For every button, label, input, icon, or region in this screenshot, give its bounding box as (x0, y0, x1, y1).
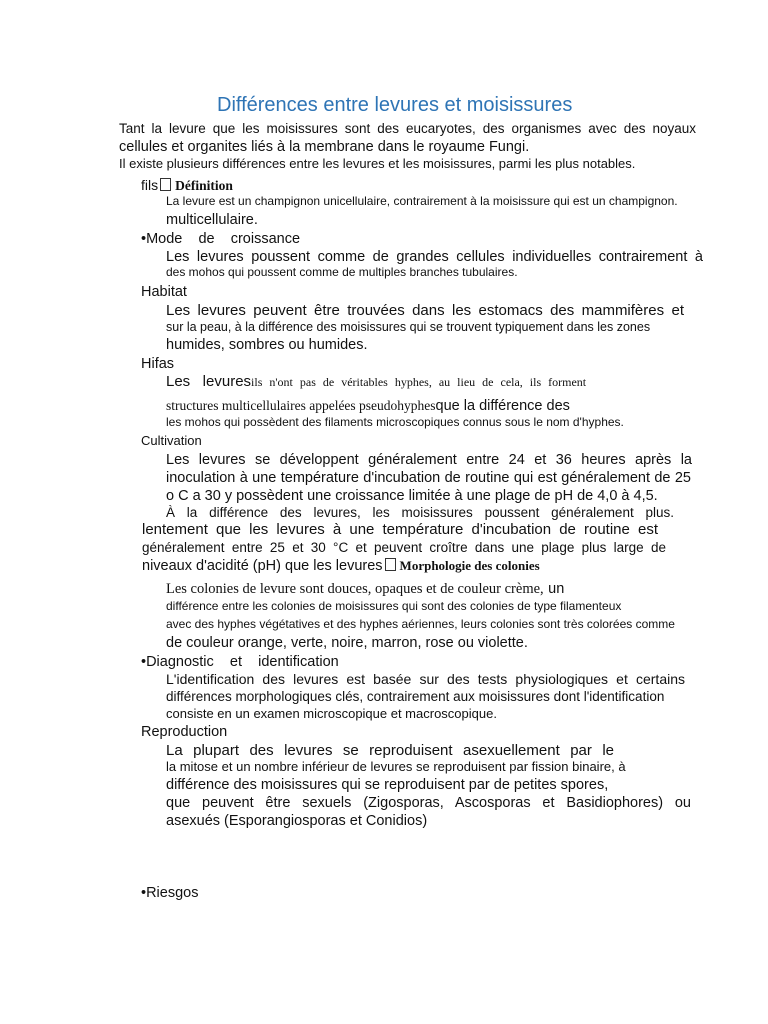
morphologie-line-2: différence entre les colonies de moisissures qui sont des colonies de type filamenteux (166, 599, 622, 613)
diagnostic-heading: •Diagnostic et identification (141, 654, 339, 670)
reproduction-line-1: La plupart des levures se reproduisent asexuellement par le (166, 742, 614, 759)
reproduction-line-5: asexués (Esporangiosporas et Conidios) (166, 813, 428, 829)
cultivation-line-6: généralement entre 25 et 30 °C et peuvent croître dans une plage plus large de (142, 540, 666, 555)
riesgos-heading: •Riesgos (141, 885, 199, 901)
croissance-heading: •Mode de croissance (141, 231, 301, 247)
cultivation-line-2: inoculation à une température d'incubation de routine qui est généralement de 25 (166, 470, 691, 486)
definition-line-1: La levure est un champignon unicellulaire, contrairement à la moisissure qui est un champignon. (166, 194, 678, 208)
intro-line-3: Il existe plusieurs différences entre les levures et les moisissures, parmi les plus notables. (119, 156, 636, 171)
diagnostic-line-1: L'identification des levures est basée sur des tests physiologiques et certains (166, 671, 685, 687)
habitat-line-2: sur la peau, à la différence des moisissures qui se trouvent typiquement dans les zones (166, 320, 651, 334)
habitat-line-1: Les levures peuvent être trouvées dans les estomacs des mammifères et (166, 302, 684, 319)
cultivation-line-1: Les levures se développent généralement entre 24 et 36 heures après la (166, 452, 692, 468)
morphologie-line-1-end: un (548, 581, 565, 597)
reproduction-line-2: la mitose et un nombre inférieur de levures se reproduisent par fission binaire, à (166, 759, 626, 774)
hifas-line-2 (166, 397, 570, 415)
croissance-line-1: Les levures poussent comme de grandes cellules individuelles contrairement à (166, 249, 703, 265)
cultivation-heading: Cultivation (141, 433, 202, 448)
morphologie-line-3: avec des hyphes végétatives et des hyphes aériennes, leurs colonies sont très colorées comme (166, 617, 675, 631)
cultivation-line-7 (142, 557, 540, 575)
hifas-line-1-start: Les levures (166, 373, 252, 390)
morphologie-line-1 (166, 580, 564, 598)
definition-prefix: fils (141, 177, 159, 193)
hifas-line-3: les mohos qui possèdent des filaments microscopiques connus sous le nom d'hyphes. (166, 415, 624, 429)
hifas-heading: Hifas (141, 356, 175, 372)
intro-line-1: Tant la levure que les moisissures sont des eucaryotes, des organismes avec des noyaux (119, 121, 696, 136)
definition-line-2: multicellulaire. (166, 212, 258, 228)
missing-glyph-icon (160, 178, 171, 191)
page-title: Différences entre levures et moisissures (217, 94, 573, 116)
cultivation-line-7-text: niveaux d'acidité (pH) que les levures (142, 558, 383, 574)
hifas-line-2-end: que la différence des (435, 398, 570, 414)
cultivation-line-4: À la différence des levures, les moisissures poussent généralement plus. (166, 505, 674, 520)
hifas-line-1-end: ils n'ont pas de véritables hyphes, au lieu de cela, ils forment (251, 375, 587, 389)
morphologie-heading: Morphologie des colonies (399, 558, 540, 573)
hifas-line-2-start: structures multicellulaires appelées pseudohyphes (166, 398, 436, 413)
reproduction-heading: Reproduction (141, 724, 228, 740)
habitat-heading: Habitat (141, 284, 187, 300)
diagnostic-line-3: consiste en un examen microscopique et macroscopique. (166, 706, 497, 721)
croissance-line-2: des mohos qui poussent comme de multiples branches tubulaires. (166, 265, 518, 279)
hifas-line-1 (166, 373, 586, 391)
cultivation-line-5: lentement que les levures à une température d'incubation de routine est (142, 521, 658, 538)
definition-heading (141, 177, 233, 194)
diagnostic-line-2: différences morphologiques clés, contrairement aux moisissures dont l'identification (166, 689, 665, 704)
definition-title: Définition (175, 178, 233, 193)
intro-line-2: cellules et organites liés à la membrane dans le royaume Fungi. (119, 139, 530, 155)
morphologie-line-4: de couleur orange, verte, noire, marron, rose ou violette. (166, 635, 528, 651)
reproduction-line-4: que peuvent être sexuels (Zigosporas, Ascosporas et Basidiophores) ou (166, 795, 691, 811)
missing-glyph-icon (385, 558, 396, 571)
habitat-line-3: humides, sombres ou humides. (166, 337, 368, 353)
morphologie-line-1-start: Les colonies de levure sont douces, opaques et de couleur crème, (166, 581, 544, 597)
cultivation-line-3: o C a 30 y possèdent une croissance limitée à une plage de pH de 4,0 à 4,5. (166, 488, 658, 504)
reproduction-line-3: différence des moisissures qui se reproduisent par de petites spores, (166, 777, 609, 793)
